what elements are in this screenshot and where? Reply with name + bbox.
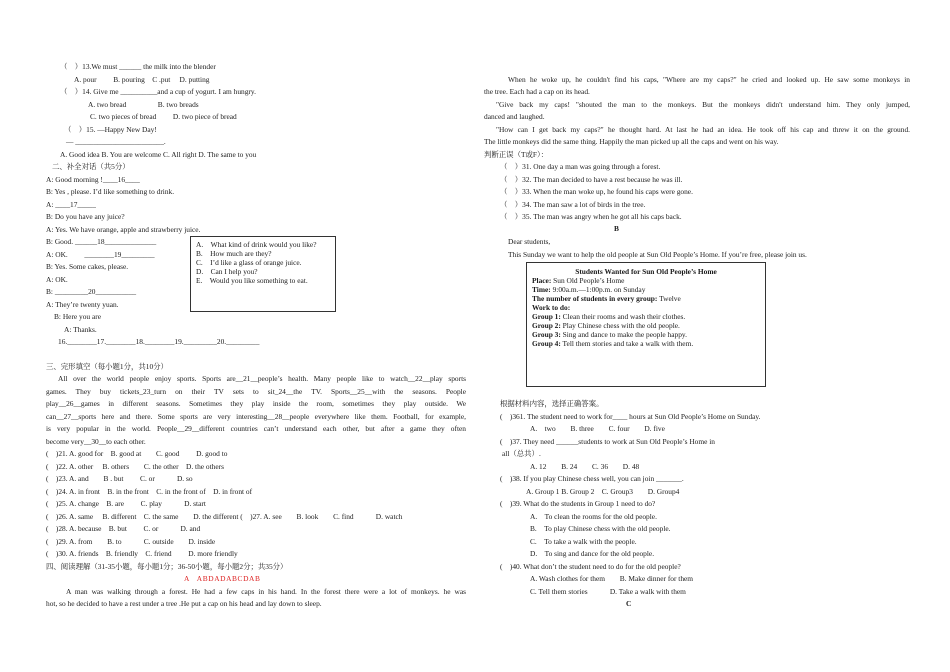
notice-box (526, 262, 766, 387)
cloze-option: ( )22. A. other B. others C. the other D. the others (46, 462, 224, 471)
question-39-option: A. To clean the rooms for the old people. (530, 512, 657, 521)
question-39-option: C. To take a walk with the people. (530, 537, 637, 546)
story-a-cont-line: "How can I get back my caps?" he thought hard. At last he had an idea. He took off his cap and threw it on the ground. (496, 125, 910, 134)
question-15-options: A. Good idea B. You are welcome C. All right D. The same to you (60, 150, 257, 159)
dialogue-line: B: _________20___________ (46, 287, 137, 296)
tf-item: （ ）31. One day a man was going through a forest. (500, 162, 661, 171)
story-a-cont-line: The little monkeys did the same thing. Happily the man picked up all the caps and went on his way. (484, 137, 779, 146)
question-36-options: A. two B. three C. four D. five (530, 424, 665, 433)
cloze-line: games. They buy tickets_23_turn on their TV sets to sit_24__the TV. Sports__25__with the seasons. People (46, 387, 466, 396)
section-2-title: 二、补全对话（共5分） (52, 162, 130, 171)
question-14-options-ab: A. two bread B. two breads (88, 100, 199, 109)
true-false-title: 判断正误（T或F）： (484, 150, 549, 159)
notice-work-label: Work to do: (532, 303, 571, 312)
question-40-options-cd: C. Tell them stories D. Take a walk with them (530, 587, 686, 596)
cloze-option: ( )28. A. because B. but C. or D. and (46, 524, 201, 533)
letter-greeting: Dear students, (508, 237, 551, 246)
question-14-options-cd: C. two pieces of bread D. two piece of bread (90, 112, 237, 121)
dialogue-line: B: Yes , please. I’d like something to drink. (46, 187, 175, 196)
dialogue-option: B. How much are they? (196, 249, 272, 258)
notice-title: Students Wanted for Sun Old People’s Home (575, 267, 717, 276)
story-a-line: A man was walking through a forest. He had a few caps in his hand. In the forest there were a lot of monkeys. he was (66, 587, 466, 596)
cloze-option: ( )23. A. and B . but C. or D. so (46, 474, 193, 483)
part-b-label: B (614, 224, 619, 233)
dialogue-line: A: They’re twenty yuan. (46, 300, 119, 309)
question-39-option: B. To play Chinese chess with the old people. (530, 524, 671, 533)
story-a-line: hot, so he decided to have a rest under a tree .He put a cap on his head and lay down to sleep. (46, 599, 322, 608)
question-15: （ ）15. —Happy New Day! (64, 125, 157, 134)
story-a-cont-line: the tree. Each had a cap on its head. (484, 87, 590, 96)
question-39-option: D. To sing and dance for the old people. (530, 549, 655, 558)
question-13: （ ）13.We must ______ the milk into the blender (60, 62, 216, 71)
question-38-options: A. Group 1 B. Group 2 C. Group3 D. Group4 (526, 487, 680, 496)
part-a-answers: ABDADABCDAB (196, 574, 261, 583)
dialogue-option: D. Can I help you? (196, 267, 258, 276)
question-40-options-ab: A. Wash clothes for them B. Make dinner for them (530, 574, 694, 583)
answer-line: 16.________17.________18.________19._________20._________ (58, 337, 260, 346)
question-39: ( )39. What do the students in Group 1 need to do? (500, 499, 656, 508)
notice-number: The number of students in every group: Twelve (532, 294, 681, 303)
question-14: （ ）14. Give me __________and a cup of yogurt. I am hungry. (60, 87, 256, 96)
cloze-option: ( )30. A. friends B. friendly C. friend D. more friendly (46, 549, 238, 558)
cloze-line: can__27__sports here and there. Some sports are very interesting__28__people everywhere like them. Football, for example, (46, 412, 466, 421)
cloze-line: All over the world people enjoy sports. Sports are__21__people’s health. Many people like to watch__22__play sports (58, 374, 466, 383)
notice-group-2: Group 2: Play Chinese chess with the old people. (532, 321, 680, 330)
question-36: ( )361. The student need to work for____ hours at Sun Old People’s Home on Sunday. (500, 412, 761, 421)
part-a-heading (184, 574, 260, 583)
dialogue-line: A: Yes. We have orange, apple and strawberry juice. (46, 225, 201, 234)
part-c-label: C (626, 599, 632, 608)
dialogue-line: A: OK. ________19_________ (46, 250, 155, 259)
cloze-option: ( )29. A. from B. to C. outside D. inside (46, 537, 216, 546)
cloze-line: play__26__games in different seasons. Sometimes they play inside the room, sometimes they play outside. We (46, 399, 466, 408)
dialogue-options-box (190, 236, 336, 312)
notice-group-3: Group 3: Sing and dance to make the people happy. (532, 330, 687, 339)
dialogue-line: A: OK. (46, 275, 68, 284)
dialogue-line: B: Here you are (54, 312, 101, 321)
notice-time: Time: 9:00a.m.—1:00p.m. on Sunday (532, 285, 646, 294)
dialogue-line: B: Yes. Some cakes, please. (46, 262, 129, 271)
story-a-cont-line: danced and laughed. (484, 112, 545, 121)
dialogue-line: A: ____17_____ (46, 200, 96, 209)
question-37-cont: all（总共）. (502, 449, 541, 458)
dialogue-option: C. I’d like a glass of orange juice. (196, 258, 302, 267)
story-a-cont-line: When he woke up, he couldn't find his caps, "Where are my caps?" he cried and looked up. He saw some monkeys in (508, 75, 910, 84)
question-37: ( )37. They need ______students to work at Sun Old People’s Home in (500, 437, 715, 446)
letter-body: This Sunday we want to help the old people at Sun Old People’s Home. If you’re free, please join us. (508, 250, 807, 259)
section-4-title: 四、阅读理解（31-35小题，每小题1分；36-50小题，每小题2分；共35分） (46, 562, 288, 571)
question-38: ( )38. If you play Chinese chess well, you can join _______. (500, 474, 684, 483)
cloze-line: is very popular in the world. People__29__different countries can’t understand each other, but after a game they often (46, 424, 466, 433)
dialogue-line: A: Thanks. (64, 325, 97, 334)
cloze-line: become very__30__to each other. (46, 437, 146, 446)
tf-item: （ ）33. When the man woke up, he found his caps were gone. (500, 187, 693, 196)
story-a-cont-line: "Give back my caps! "shouted the man to the monkeys. But the monkeys didn't understand him. They only jumped, (496, 100, 910, 109)
tf-item: （ ）32. The man decided to have a rest because he was ill. (500, 175, 683, 184)
question-15-blank: — ________________________. (66, 137, 166, 146)
dialogue-line: B: Do you have any juice? (46, 212, 125, 221)
notice-group-4: Group 4: Tell them stories and take a walk with them. (532, 339, 694, 348)
dialogue-option: A. What kind of drink would you like? (196, 240, 317, 249)
cloze-option: ( )26. A. same B. different C. the same D. the different ( )27. A. see B. look C. find D. watch (46, 512, 403, 521)
notice-place: Place: Sun Old People’s Home (532, 276, 625, 285)
question-13-options: A. pour B. pouring C .put D. putting (74, 75, 210, 84)
dialogue-option: E. Would you like something to eat. (196, 276, 308, 285)
question-37-options: A. 12 B. 24 C. 36 D. 48 (530, 462, 640, 471)
cloze-option: ( )21. A. good for B. good at C. good D. good to (46, 449, 228, 458)
cloze-option: ( )25. A. change B. are C. play D. start (46, 499, 206, 508)
dialogue-line: A: Good morning !____16____ (46, 175, 140, 184)
notice-group-1: Group 1: Clean their rooms and wash their clothes. (532, 312, 686, 321)
tf-item: （ ）35. The man was angry when he got all his caps back. (500, 212, 682, 221)
section-3-title: 三、完形填空（每小题1分，共10分） (46, 362, 168, 371)
tf-item: （ ）34. The man saw a lot of birds in the tree. (500, 200, 646, 209)
reading-instruction: 根据材料内容，选择正确答案。 (500, 399, 604, 408)
part-a-label: A (184, 574, 189, 583)
dialogue-line: B: Good. ______18______________ (46, 237, 157, 246)
cloze-option: ( )24. A. in front B. in the front C. in the front of D. in front of (46, 487, 253, 496)
question-40: ( )40. What don’t the student need to do for the old people? (500, 562, 681, 571)
